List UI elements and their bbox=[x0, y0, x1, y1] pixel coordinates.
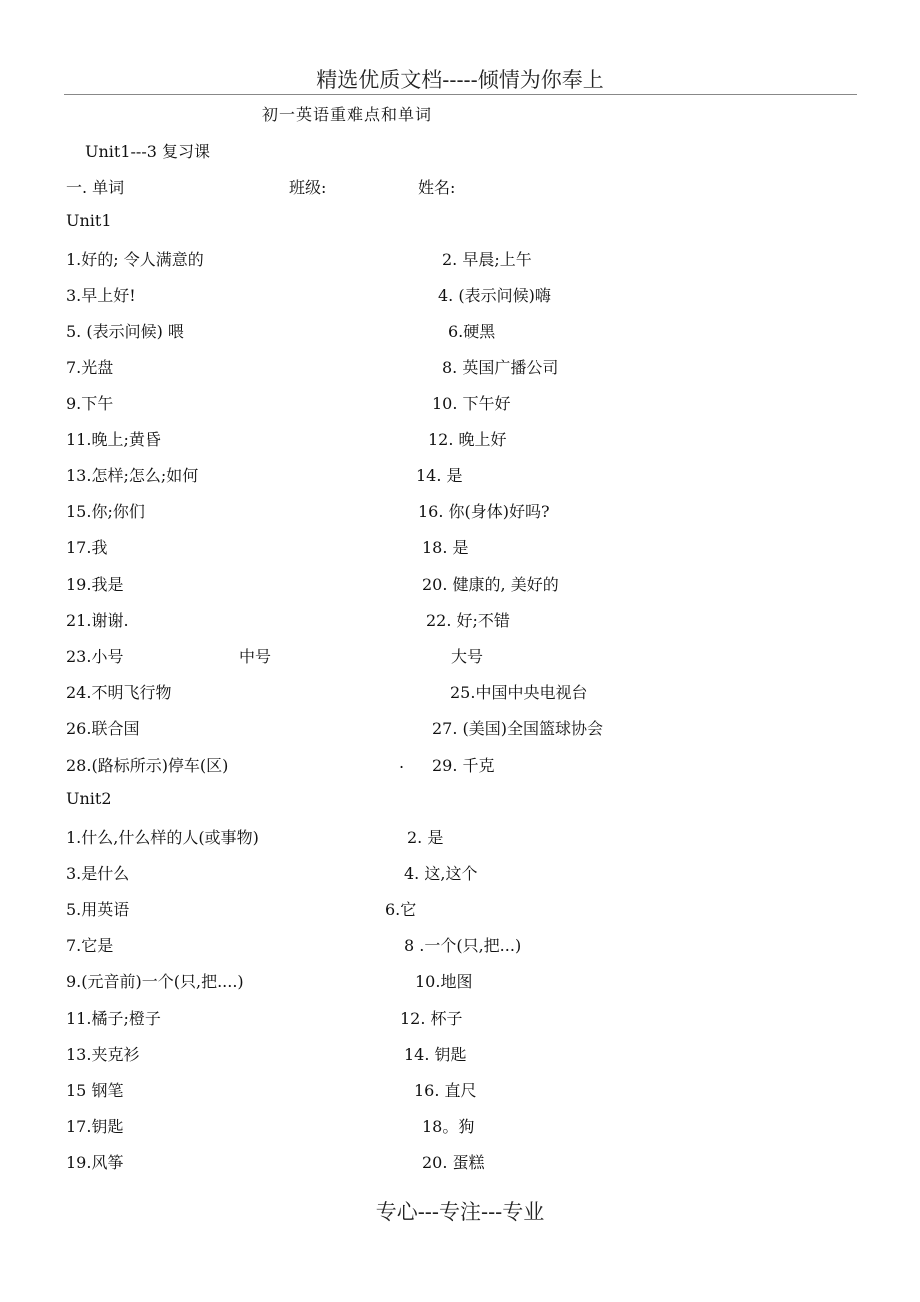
vocab-item: 4. (表示问候)嗨 bbox=[438, 286, 551, 305]
vocab-item: 12. 杯子 bbox=[400, 1009, 463, 1028]
vocab-item: 14. 钥匙 bbox=[404, 1045, 467, 1064]
vocab-item: 20. 蛋糕 bbox=[422, 1153, 485, 1172]
vocab-item: . bbox=[399, 753, 405, 772]
vocab-item: 中号 bbox=[239, 647, 272, 666]
vocab-item: 7.它是 bbox=[66, 936, 114, 955]
vocab-item: 14. 是 bbox=[416, 466, 463, 485]
vocab-item: 大号 bbox=[451, 647, 484, 666]
header-divider bbox=[64, 94, 857, 95]
vocab-item: 3.是什么 bbox=[66, 864, 130, 883]
vocab-item: 16. 你(身体)好吗? bbox=[418, 502, 550, 521]
vocab-item: 7.光盘 bbox=[66, 358, 114, 377]
vocab-item: 3.早上好! bbox=[66, 286, 136, 305]
vocab-item: 19.风筝 bbox=[66, 1153, 124, 1172]
vocab-item: 23.小号 bbox=[66, 647, 124, 666]
vocab-item: 28.(路标所示)停车(区) bbox=[66, 756, 229, 775]
vocab-item: 18. 是 bbox=[422, 538, 469, 557]
vocab-item: 10. 下午好 bbox=[432, 394, 511, 413]
vocab-item: 13.怎样;怎么;如何 bbox=[66, 466, 199, 485]
vocab-item: 15.你;你们 bbox=[66, 502, 145, 521]
vocab-item: 19.我是 bbox=[66, 575, 124, 594]
vocab-item: 18。狗 bbox=[422, 1117, 475, 1136]
vocab-item: 12. 晚上好 bbox=[428, 430, 507, 449]
vocab-item: 5.用英语 bbox=[66, 900, 130, 919]
name-label: 姓名: bbox=[418, 178, 456, 197]
class-label: 班级: bbox=[289, 178, 327, 197]
vocab-item: 20. 健康的, 美好的 bbox=[422, 575, 559, 594]
vocab-item: 13.夹克衫 bbox=[66, 1045, 140, 1064]
vocab-item: 1.好的; 令人满意的 bbox=[66, 250, 204, 269]
vocab-item: 15 钢笔 bbox=[66, 1081, 124, 1100]
vocab-item: 17.我 bbox=[66, 538, 108, 557]
vocab-item: 26.联合国 bbox=[66, 719, 140, 738]
vocab-item: 27. (美国)全国篮球协会 bbox=[432, 719, 604, 738]
vocab-item: 11.橘子;橙子 bbox=[66, 1009, 161, 1028]
vocab-item: 24.不明飞行物 bbox=[66, 683, 172, 702]
vocab-item: 11.晚上;黄昏 bbox=[66, 430, 161, 449]
vocab-item: 6.硬黑 bbox=[448, 322, 496, 341]
unit1-heading: Unit1 bbox=[66, 211, 112, 230]
vocab-item: 10.地图 bbox=[415, 972, 473, 991]
vocab-item: 4. 这,这个 bbox=[404, 864, 478, 883]
vocab-item: 29. 千克 bbox=[432, 756, 495, 775]
lesson-subtitle: Unit1---3 复习课 bbox=[85, 142, 211, 161]
page-footer: 专心---专注---专业 bbox=[375, 1200, 545, 1224]
vocab-item: 9.下午 bbox=[66, 394, 114, 413]
unit2-heading: Unit2 bbox=[66, 789, 112, 808]
page-header: 精选优质文档-----倾情为你奉上 bbox=[316, 68, 604, 92]
vocab-item: 8 .一个(只,把...) bbox=[404, 936, 522, 955]
vocab-item: 22. 好;不错 bbox=[426, 611, 510, 630]
section-heading: 一. 单词 bbox=[66, 178, 125, 197]
vocab-item: 25.中国中央电视台 bbox=[450, 683, 588, 702]
vocab-item: 9.(元音前)一个(只,把....) bbox=[66, 972, 244, 991]
vocab-item: 2. 是 bbox=[407, 828, 444, 847]
vocab-item: 1.什么,什么样的人(或事物) bbox=[66, 828, 259, 847]
vocab-item: 5. (表示问候) 喂 bbox=[66, 322, 184, 341]
vocab-item: 21.谢谢. bbox=[66, 611, 129, 630]
vocab-item: 17.钥匙 bbox=[66, 1117, 124, 1136]
vocab-item: 8. 英国广播公司 bbox=[442, 358, 559, 377]
vocab-item: 16. 直尺 bbox=[414, 1081, 477, 1100]
vocab-item: 6.它 bbox=[385, 900, 417, 919]
vocab-item: 2. 早晨;上午 bbox=[442, 250, 532, 269]
document-title: 初一英语重难点和单词 bbox=[262, 105, 433, 124]
